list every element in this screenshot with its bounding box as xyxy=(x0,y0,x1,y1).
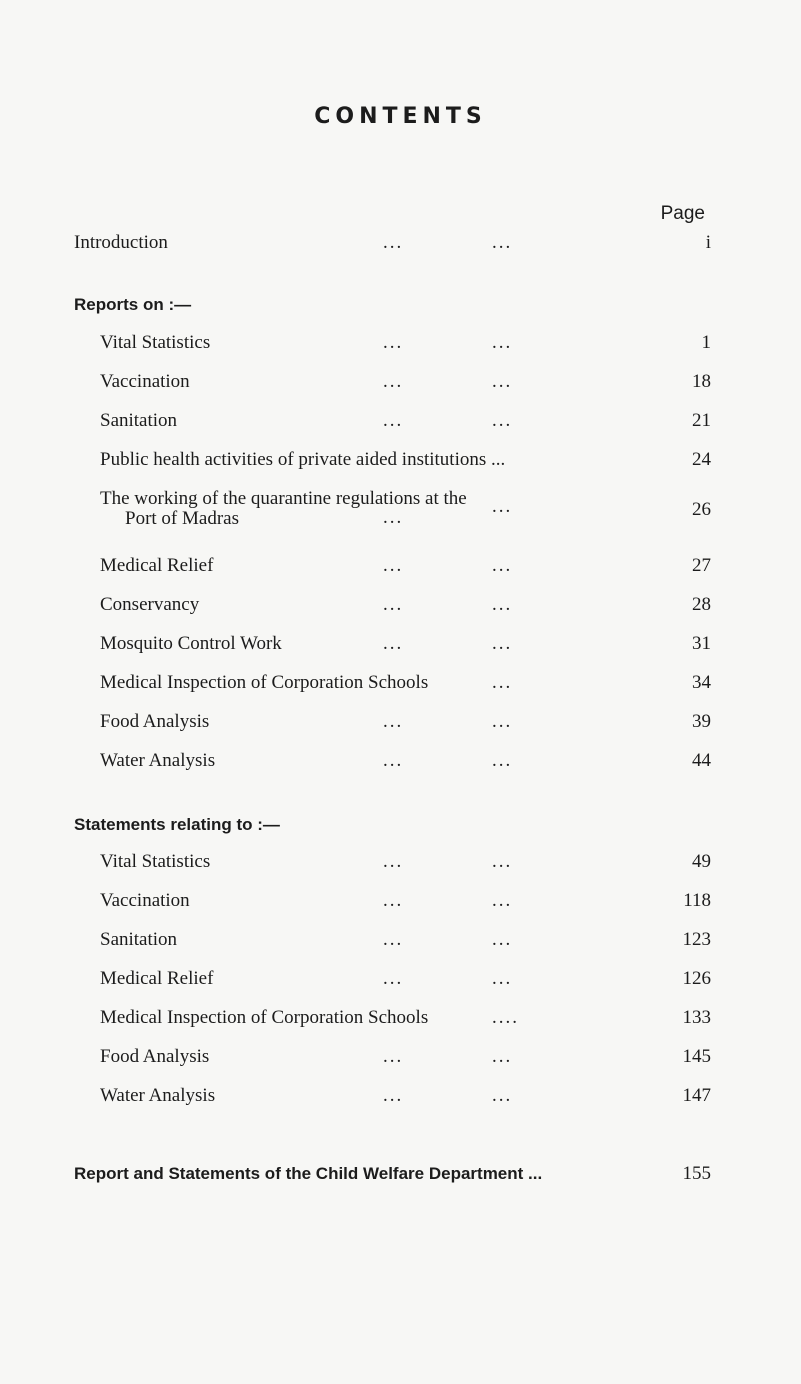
leader-dots: ... xyxy=(383,507,404,528)
toc-page-number: 133 xyxy=(682,1007,711,1028)
toc-page-number: 1 xyxy=(701,332,711,353)
toc-entry-label: Water Analysis xyxy=(100,1085,216,1106)
leader-dots: ... xyxy=(383,633,404,654)
toc-entry-label: Medical Relief xyxy=(100,555,214,576)
leader-dots: ... xyxy=(492,929,513,950)
toc-page-number: 26 xyxy=(692,499,711,520)
toc-entry-introduction xyxy=(74,230,711,256)
leader-dots: ... xyxy=(383,410,404,431)
toc-entry-label: Water Analysis xyxy=(100,750,216,771)
leader-dots: ... xyxy=(383,968,404,989)
toc-entry-label: Mosquito Control Work xyxy=(100,633,282,654)
leader-dots: ... xyxy=(492,410,513,431)
toc-page-number: 123 xyxy=(682,929,711,950)
toc-entry-label: Sanitation xyxy=(100,410,178,431)
toc-page-number: 21 xyxy=(692,410,711,431)
leader-dots: ... xyxy=(492,371,513,392)
leader-dots: ... xyxy=(383,750,404,771)
toc-entry-label: Introduction xyxy=(74,232,168,253)
toc-entry-label: Vital Statistics xyxy=(100,851,211,872)
toc-entry xyxy=(74,1044,711,1070)
toc-entry xyxy=(74,849,711,875)
leader-dots: ... xyxy=(492,672,513,693)
leader-dots: ... xyxy=(492,633,513,654)
toc-page-number: 155 xyxy=(682,1163,711,1184)
leader-dots: ... xyxy=(383,594,404,615)
leader-dots: ... xyxy=(383,371,404,392)
toc-entry-label: Medical Relief xyxy=(100,968,214,989)
toc-entry-label: Medical Inspection of Corporation Schools xyxy=(100,672,429,693)
page-title: CONTENTS xyxy=(314,104,487,129)
toc-page-number: 39 xyxy=(692,711,711,732)
leader-dots: ... xyxy=(492,890,513,911)
toc-entry xyxy=(74,1083,711,1109)
leader-dots: ... xyxy=(492,968,513,989)
toc-page-number: 44 xyxy=(692,750,711,771)
toc-entry xyxy=(74,709,711,735)
toc-page-number: 147 xyxy=(682,1085,711,1106)
toc-page-number: 27 xyxy=(692,555,711,576)
leader-dots: .... xyxy=(492,1007,519,1028)
section-heading-reports: Reports on :— xyxy=(74,295,192,314)
leader-dots: ... xyxy=(383,232,404,253)
toc-entry xyxy=(74,966,711,992)
toc-entry-label: Conservancy xyxy=(100,594,200,615)
toc-entry xyxy=(74,631,711,657)
toc-entry-label: Medical Inspection of Corporation Schools xyxy=(100,1007,429,1028)
toc-page-number: 49 xyxy=(692,851,711,872)
toc-entry xyxy=(74,369,711,395)
toc-page-number: 118 xyxy=(683,890,711,911)
leader-dots: ... xyxy=(383,890,404,911)
toc-entry-label: The working of the quarantine regulations at the xyxy=(100,488,467,509)
toc-entry-label: Vital Statistics xyxy=(100,332,211,353)
toc-entry-label: Vaccination xyxy=(100,890,190,911)
leader-dots: ... xyxy=(383,929,404,950)
toc-entry xyxy=(74,748,711,774)
toc-page-number: 18 xyxy=(692,371,711,392)
toc-entry-child-welfare xyxy=(74,1161,711,1187)
toc-entry xyxy=(74,927,711,953)
toc-entry xyxy=(74,488,711,536)
toc-page-number: i xyxy=(705,232,711,253)
toc-entry-label: Food Analysis xyxy=(100,711,210,732)
toc-page-number: 28 xyxy=(692,594,711,615)
toc-page-number: 34 xyxy=(692,672,711,693)
toc-page-number: 31 xyxy=(692,633,711,654)
leader-dots: ... xyxy=(383,555,404,576)
toc-entry-label: Food Analysis xyxy=(100,1046,210,1067)
leader-dots: ... xyxy=(492,1085,513,1106)
toc-entry-label: Report and Statements of the Child Welfare Department ... xyxy=(74,1164,543,1183)
leader-dots: ... xyxy=(383,711,404,732)
toc-entry xyxy=(74,888,711,914)
toc-entry xyxy=(74,592,711,618)
leader-dots: ... xyxy=(492,1046,513,1067)
leader-dots: ... xyxy=(492,594,513,615)
toc-page-number: 24 xyxy=(692,449,711,470)
leader-dots: ... xyxy=(492,232,513,253)
leader-dots: ... xyxy=(492,496,513,517)
toc-entry-label: Vaccination xyxy=(100,371,190,392)
toc-entry xyxy=(74,1005,711,1031)
toc-entry-label-continued: Port of Madras xyxy=(125,508,239,529)
toc-entry-label: Sanitation xyxy=(100,929,178,950)
toc-entry xyxy=(74,330,711,356)
leader-dots: ... xyxy=(492,711,513,732)
toc-page-number: 145 xyxy=(682,1046,711,1067)
leader-dots: ... xyxy=(383,1085,404,1106)
leader-dots: ... xyxy=(383,332,404,353)
leader-dots: ... xyxy=(492,851,513,872)
toc-entry xyxy=(74,670,711,696)
leader-dots: ... xyxy=(492,555,513,576)
toc-page-number: 126 xyxy=(682,968,711,989)
leader-dots: ... xyxy=(492,750,513,771)
toc-entry xyxy=(74,553,711,579)
leader-dots: ... xyxy=(383,1046,404,1067)
toc-entry xyxy=(74,408,711,434)
page-column-heading: Page xyxy=(660,203,705,224)
toc-entry xyxy=(74,447,711,473)
toc-entry-label: Public health activities of private aided institutions ... xyxy=(100,449,506,470)
leader-dots: ... xyxy=(492,332,513,353)
section-heading-statements: Statements relating to :— xyxy=(74,815,280,834)
leader-dots: ... xyxy=(383,851,404,872)
